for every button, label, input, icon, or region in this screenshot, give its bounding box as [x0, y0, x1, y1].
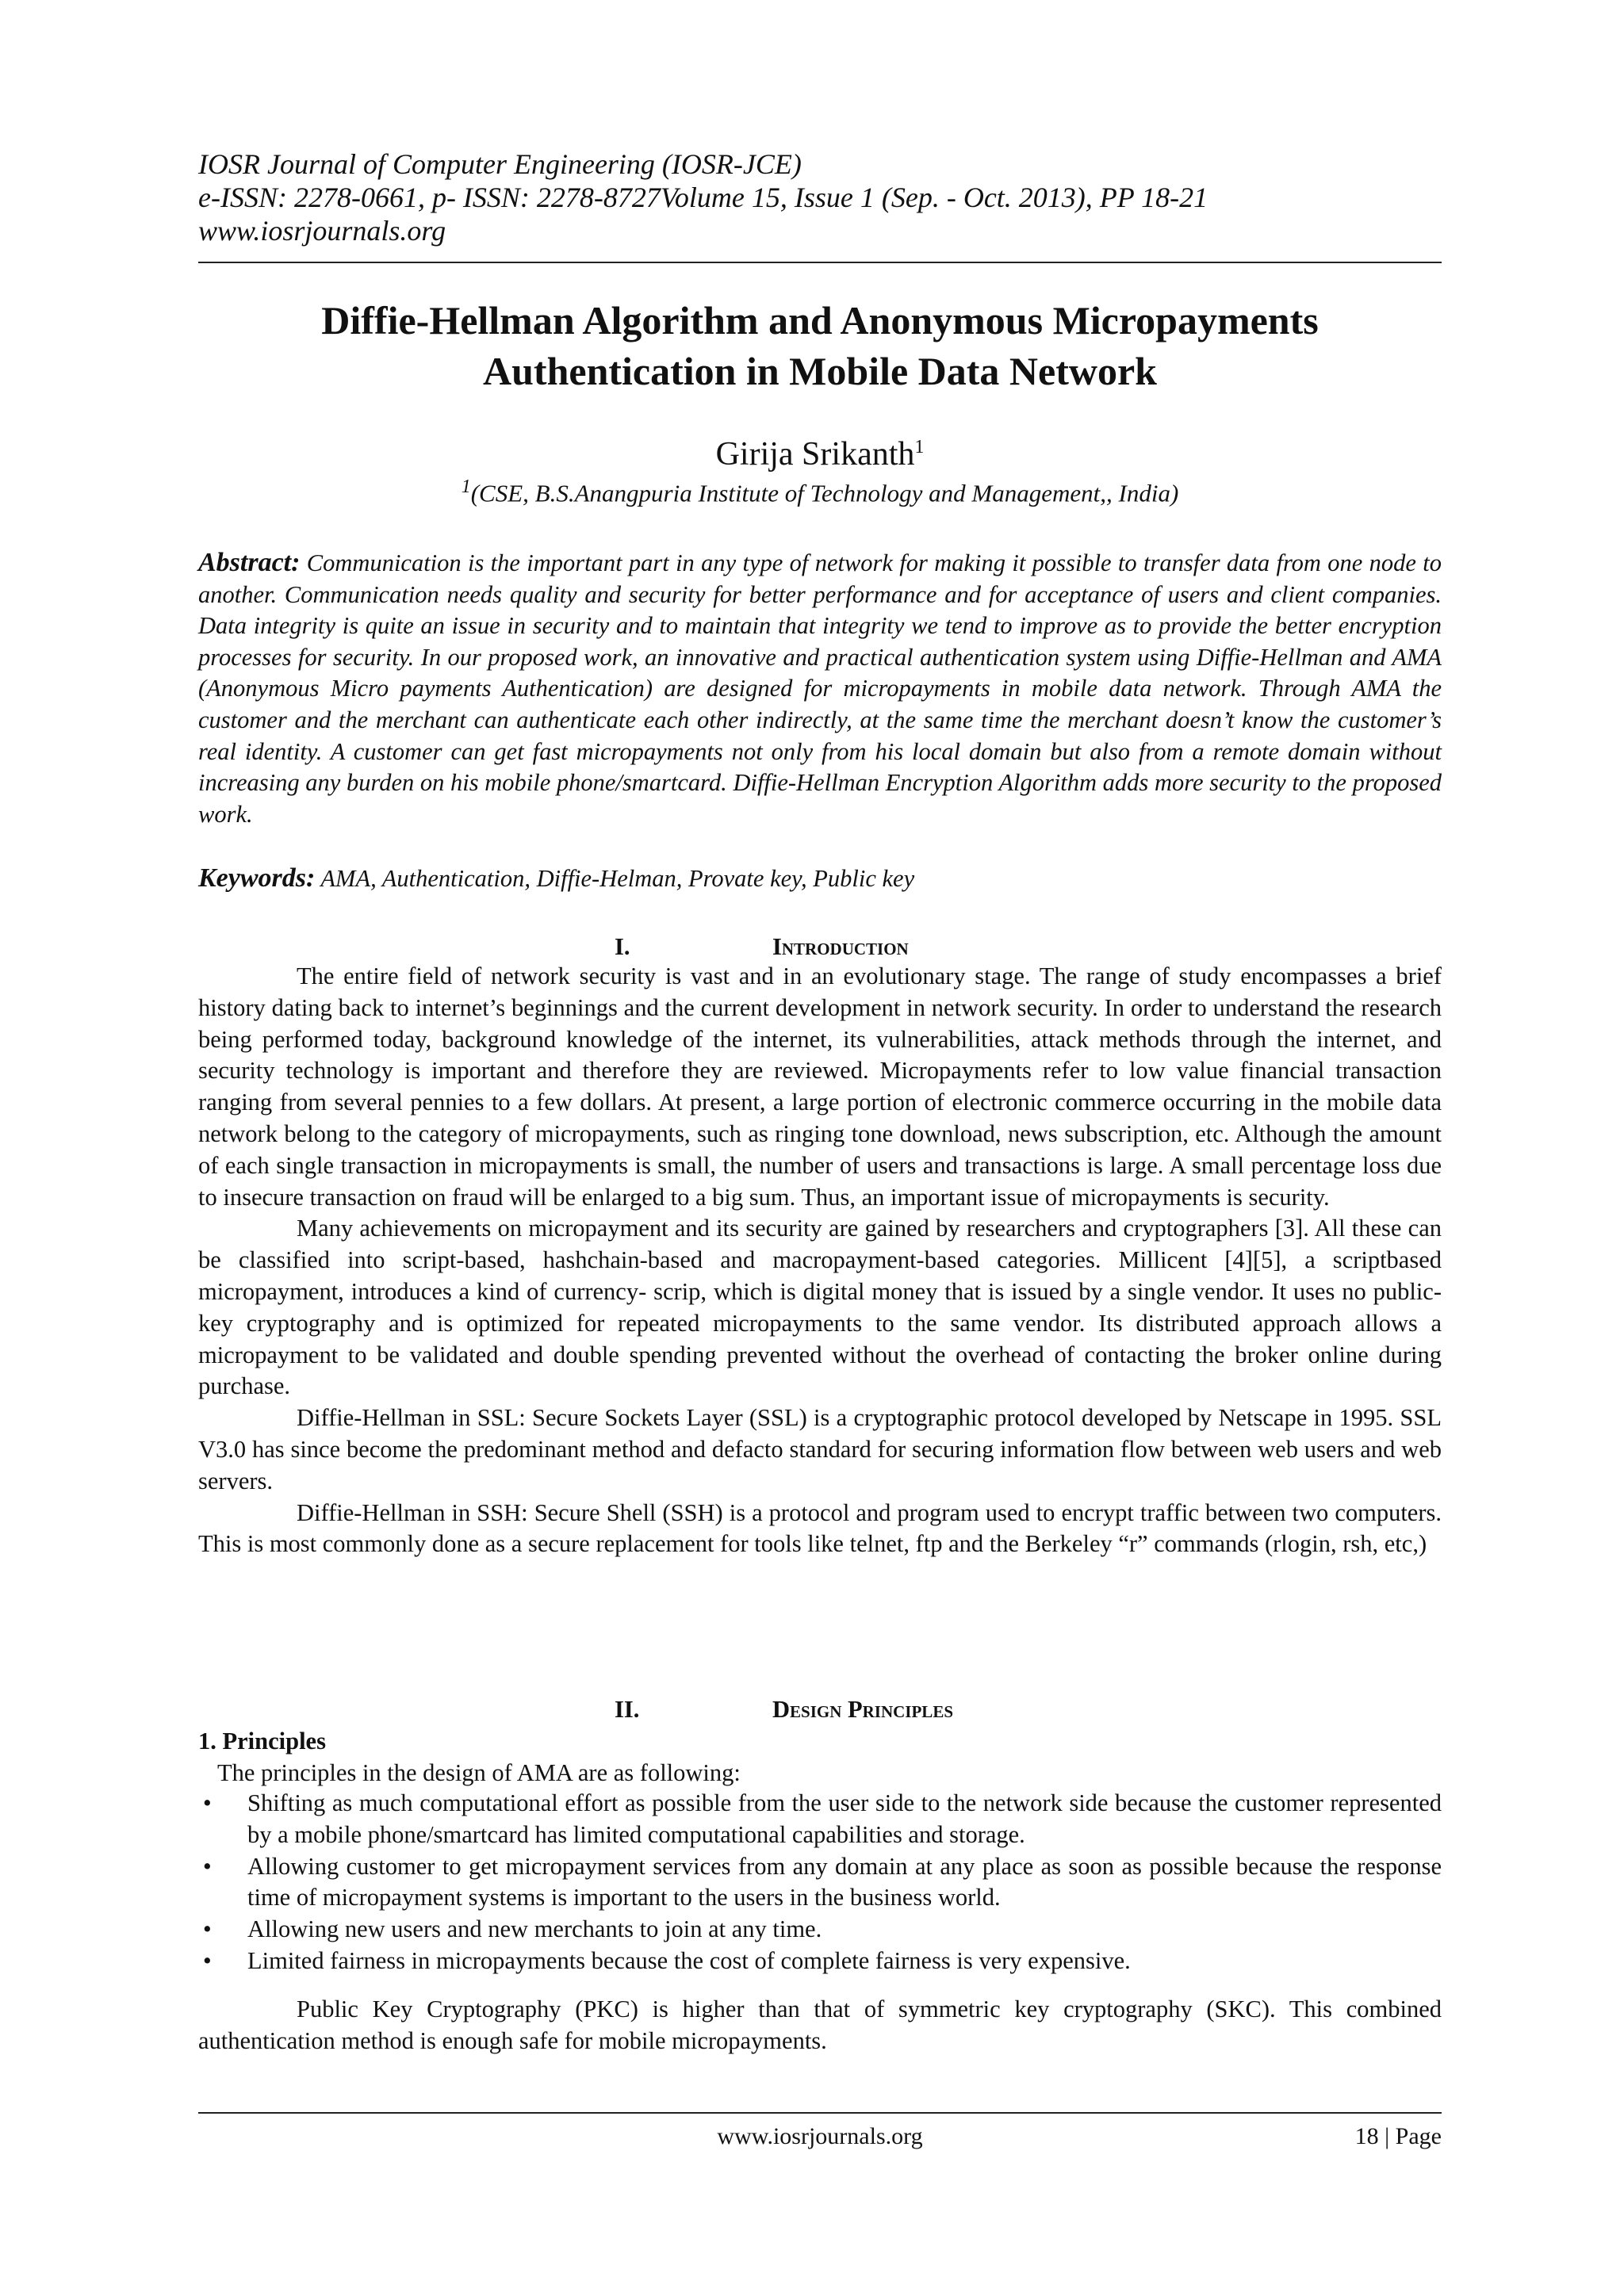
list-item [198, 1946, 1442, 1977]
footer-website: www.iosrjournals.org [717, 2123, 923, 2149]
journal-name: IOSR Journal of Computer Engineering (IOSR-JCE) [198, 148, 802, 180]
title-line-1: Diffie-Hellman Algorithm and Anonymous Micropayments [321, 298, 1319, 342]
abstract-label: Abstract: [198, 548, 301, 577]
bullet-icon: • [203, 1915, 212, 1943]
journal-website: www.iosrjournals.org [198, 215, 446, 247]
section-title: Introduction [772, 933, 909, 960]
principles-intro: The principles in the design of AMA are as following: [217, 1759, 741, 1786]
bullet-icon: • [203, 1852, 212, 1880]
page-number: 18 | Page [1354, 2123, 1442, 2149]
paper-title [198, 295, 1442, 396]
paragraph: Diffie-Hellman in SSH: Secure Shell (SSH) is a protocol and program used to encrypt traffic between two computers. This is most commonly done as a secure replacement for tools like telnet, ftp and the Berkeley “r” commands (rlogin, rsh, etc,) [198, 1498, 1442, 1558]
author-affiliation [198, 471, 1442, 509]
title-line-2: Authentication in Mobile Data Network [483, 349, 1157, 393]
list-item [198, 1914, 1442, 1946]
list-item-text: Allowing customer to get micropayment services from any domain at any place as soon as possible because the response time of micropayment systems is important to the users in the business world. [247, 1852, 1442, 1911]
paragraph: The entire field of network security is vast and in an evolutionary stage. The range of study encompasses a brief history dating back to internet’s beginnings and the current development in network security. In order to understand the research being performed today, background knowledge of the internet, its vulnerabilities, attack methods through the internet, and security technology is important and therefore they are reviewed. Micropayments refer to low value financial transaction ranging from several pennies to a few dollars. At present, a large portion of electronic commerce occurring in the mobile data network belong to the category of micropayments, such as ringing tone download, news subscription, etc. Although the amount of each single transaction in micropayments is small, the number of users and transactions is large. A small percentage loss due to insecure transaction on fraud will be enlarged to a big sum. Thus, an important issue of micropayments is security. [198, 962, 1442, 1211]
bullet-icon: • [203, 1789, 212, 1816]
keywords [198, 863, 1442, 894]
paragraph: Public Key Cryptography (PKC) is higher than that of symmetric key cryptography (SKC). This combined authentication method is enough safe for mobile micropayments. [198, 1996, 1442, 2054]
author-superscript: 1 [914, 437, 925, 457]
list-item-text: Shifting as much computational effort as possible from the user side to the network side because the customer represented by a mobile phone/smartcard has limited computational capabilities and storage. [247, 1789, 1442, 1848]
footer-rule [198, 2112, 1442, 2114]
header-rule [198, 262, 1442, 263]
section-number: I. [615, 933, 630, 960]
journal-header [198, 147, 1442, 247]
section-title: Design Principles [772, 1696, 954, 1723]
affiliation-superscript: 1 [461, 476, 471, 497]
closing-paragraph [198, 1994, 1442, 2057]
list-item [198, 1788, 1442, 1851]
author-text: Girija Srikanth [715, 436, 915, 473]
subsection-heading: 1. Principles [198, 1728, 326, 1755]
paragraph: Diffie-Hellman in SSL: Secure Sockets Layer (SSL) is a cryptographic protocol developed by Netscape in 1995. SSL V3.0 has since become the predominant method and defacto standard for securing information flow between web users and web servers. [198, 1404, 1442, 1494]
section-number: II. [615, 1696, 640, 1723]
abstract-text: Communication is the important part in any type of network for making it possible to transfer data from one node to another. Communication needs quality and security for better performance and for acceptance of users and client companies. Data integrity is quite an issue in security and to maintain that integrity we tend to improve as to provide the better encryption processes for security. In our proposed work, an innovative and practical authentication system using Diffie-Hellman and AMA (Anonymous Micro payments Authentication) are designed for micropayments in mobile data network. Through AMA the customer and the merchant can authenticate each other indirectly, at the same time the merchant doesn’t know the customer’s real identity. A customer can get fast micropayments not only from his local domain but also from a remote domain without increasing any burden on his mobile phone/smartcard. Diffie-Hellman Encryption Algorithm adds more security to the proposed work. [198, 549, 1442, 828]
paragraph: Many achievements on micropayment and its security are gained by researchers and cryptographers [3]. All these can be classified into script-based, hashchain-based and macropayment-based categories. Millicent [4][5], a scriptbased micropayment, introduces a kind of currency- scrip, which is digital money that is issued by a single vendor. It uses no public-key cryptography and is optimized for repeated micropayments to the same vendor. Its distributed approach allows a micropayment to be validated and double spending prevented without the overhead of contacting the broker online during purchase. [198, 1215, 1442, 1400]
introduction-body [198, 961, 1442, 1560]
author-name [198, 427, 1442, 475]
affiliation-text: (CSE, B.S.Anangpuria Institute of Technology and Management,, India) [470, 479, 1179, 507]
list-item-text: Limited fairness in micropayments because the cost of complete fairness is very expensive. [247, 1946, 1131, 1974]
principles-list [198, 1788, 1442, 1977]
keywords-text: AMA, Authentication, Diffie-Helman, Provate key, Public key [320, 865, 915, 892]
list-item-text: Allowing new users and new merchants to join at any time. [247, 1915, 822, 1943]
abstract [198, 547, 1442, 830]
bullet-icon: • [203, 1946, 212, 1974]
paper-page [198, 0, 1442, 2296]
keywords-label: Keywords: [198, 863, 316, 893]
journal-issn-line: e-ISSN: 2278-0661, p- ISSN: 2278-8727Volume 15, Issue 1 (Sep. - Oct. 2013), PP 18-21 [198, 182, 1208, 213]
list-item [198, 1851, 1442, 1915]
